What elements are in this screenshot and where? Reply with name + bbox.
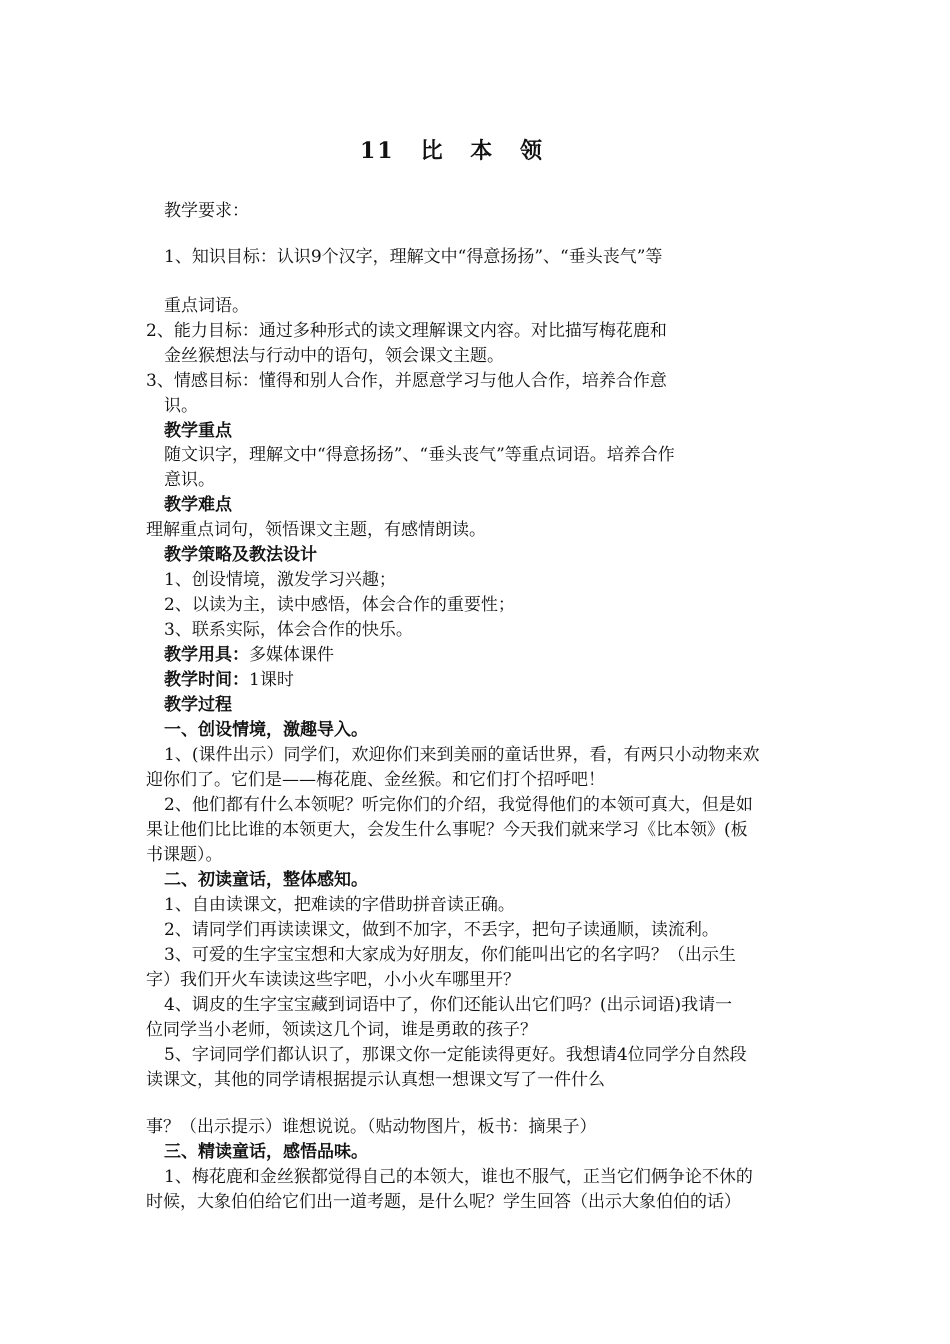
section-heading: 三、精读童话，感悟品味。 (164, 1142, 368, 1162)
lesson-title: 比 本 领 (420, 138, 552, 164)
inline-label: 教学时间： (164, 670, 249, 690)
paragraph-line: 位同学当小老师，领读这几个词，谁是勇敢的孩子？ (146, 1020, 537, 1040)
paragraph-line: 理解重点词句，领悟课文主题，有感情朗读。 (146, 520, 486, 540)
section-heading: 一、创设情境，激趣导入。 (164, 720, 368, 740)
paragraph-line: 2、他们都有什么本领呢？听完你们的介绍，我觉得他们的本领可真大，但是如 (164, 795, 753, 815)
paragraph-line: 金丝猴想法与行动中的语句，领会课文主题。 (164, 346, 504, 366)
paragraph-line: 识。 (164, 396, 198, 416)
paragraph-line: 事？（出示提示）谁想说说。（贴动物图片，板书：摘果子） (146, 1117, 597, 1137)
paragraph-line: 1、(课件出示）同学们，欢迎你们来到美丽的童话世界，看，有两只小动物来欢 (164, 745, 760, 765)
paragraph-line: 5、字词同学们都认识了，那课文你一定能读得更好。我想请4位同学分自然段 (164, 1045, 747, 1065)
list-item: 1、创设情境，激发学习兴趣； (164, 570, 396, 590)
section-heading: 教学难点 (164, 495, 232, 515)
section-heading: 教学过程 (164, 695, 232, 715)
inline-value: 多媒体课件 (249, 645, 334, 665)
paragraph-line: 字）我们开火车读读这些字吧，小小火车哪里开？ (146, 970, 520, 990)
paragraph-line: 重点词语。 (164, 296, 249, 316)
paragraph-line: 随文识字，理解文中“得意扬扬”、“垂头丧气”等重点词语。培养合作 (164, 445, 675, 465)
paragraph-line: 3、可爱的生字宝宝想和大家成为好朋友，你们能叫出它的名字吗？（出示生 (164, 945, 736, 965)
paragraph-line: 读课文，其他的同学请根据提示认真想一想课文写了一件什么 (146, 1070, 605, 1090)
section-heading: 教学策略及教法设计 (164, 545, 317, 565)
paragraph-line: 时候，大象伯伯给它们出一道考题，是什么呢？学生回答（出示大象伯伯的话） (146, 1192, 741, 1212)
paragraph-line: 1、知识目标：认识9个汉字，理解文中“得意扬扬”、“垂头丧气”等 (164, 247, 663, 267)
paragraph-line: 1、自由读课文，把难读的字借助拼音读正确。 (164, 895, 515, 915)
paragraph-line: 书课题）。 (146, 845, 223, 865)
paragraph-line: 果让他们比比谁的本领更大，会发生什么事呢？今天我们就来学习《比本领》(板 (146, 820, 748, 840)
paragraph-line (164, 644, 334, 666)
inline-value: 1课时 (249, 670, 294, 690)
list-item: 3、联系实际，体会合作的快乐。 (164, 620, 413, 640)
paragraph-line: 迎你们了。它们是——梅花鹿、金丝猴。和它们打个招呼吧！ (146, 770, 605, 790)
paragraph-line: 4、调皮的生字宝宝藏到词语中了，你们还能认出它们吗？(出示词语)我请一 (164, 995, 733, 1015)
section-heading: 二、初读童话，整体感知。 (164, 870, 368, 890)
paragraph-line: 3、情感目标：懂得和别人合作，并愿意学习与他人合作，培养合作意 (146, 371, 667, 391)
paragraph-line: 2、请同学们再读读课文，做到不加字，不丢字，把句子读通顺，读流利。 (164, 920, 719, 940)
paragraph-line: 2、能力目标：通过多种形式的读文理解课文内容。对比描写梅花鹿和 (146, 321, 667, 341)
inline-label: 教学用具： (164, 645, 249, 665)
section-heading: 教学要求： (164, 201, 249, 221)
page-title (360, 134, 552, 165)
paragraph-line: 1、梅花鹿和金丝猴都觉得自己的本领大，谁也不服气，正当它们俩争论不休的 (164, 1167, 753, 1187)
list-item: 2、以读为主，读中感悟，体会合作的重要性； (164, 595, 515, 615)
paragraph-line: 意识。 (164, 470, 215, 490)
lesson-number: 11 (360, 138, 395, 164)
paragraph-line (164, 669, 294, 691)
section-heading: 教学重点 (164, 421, 232, 441)
